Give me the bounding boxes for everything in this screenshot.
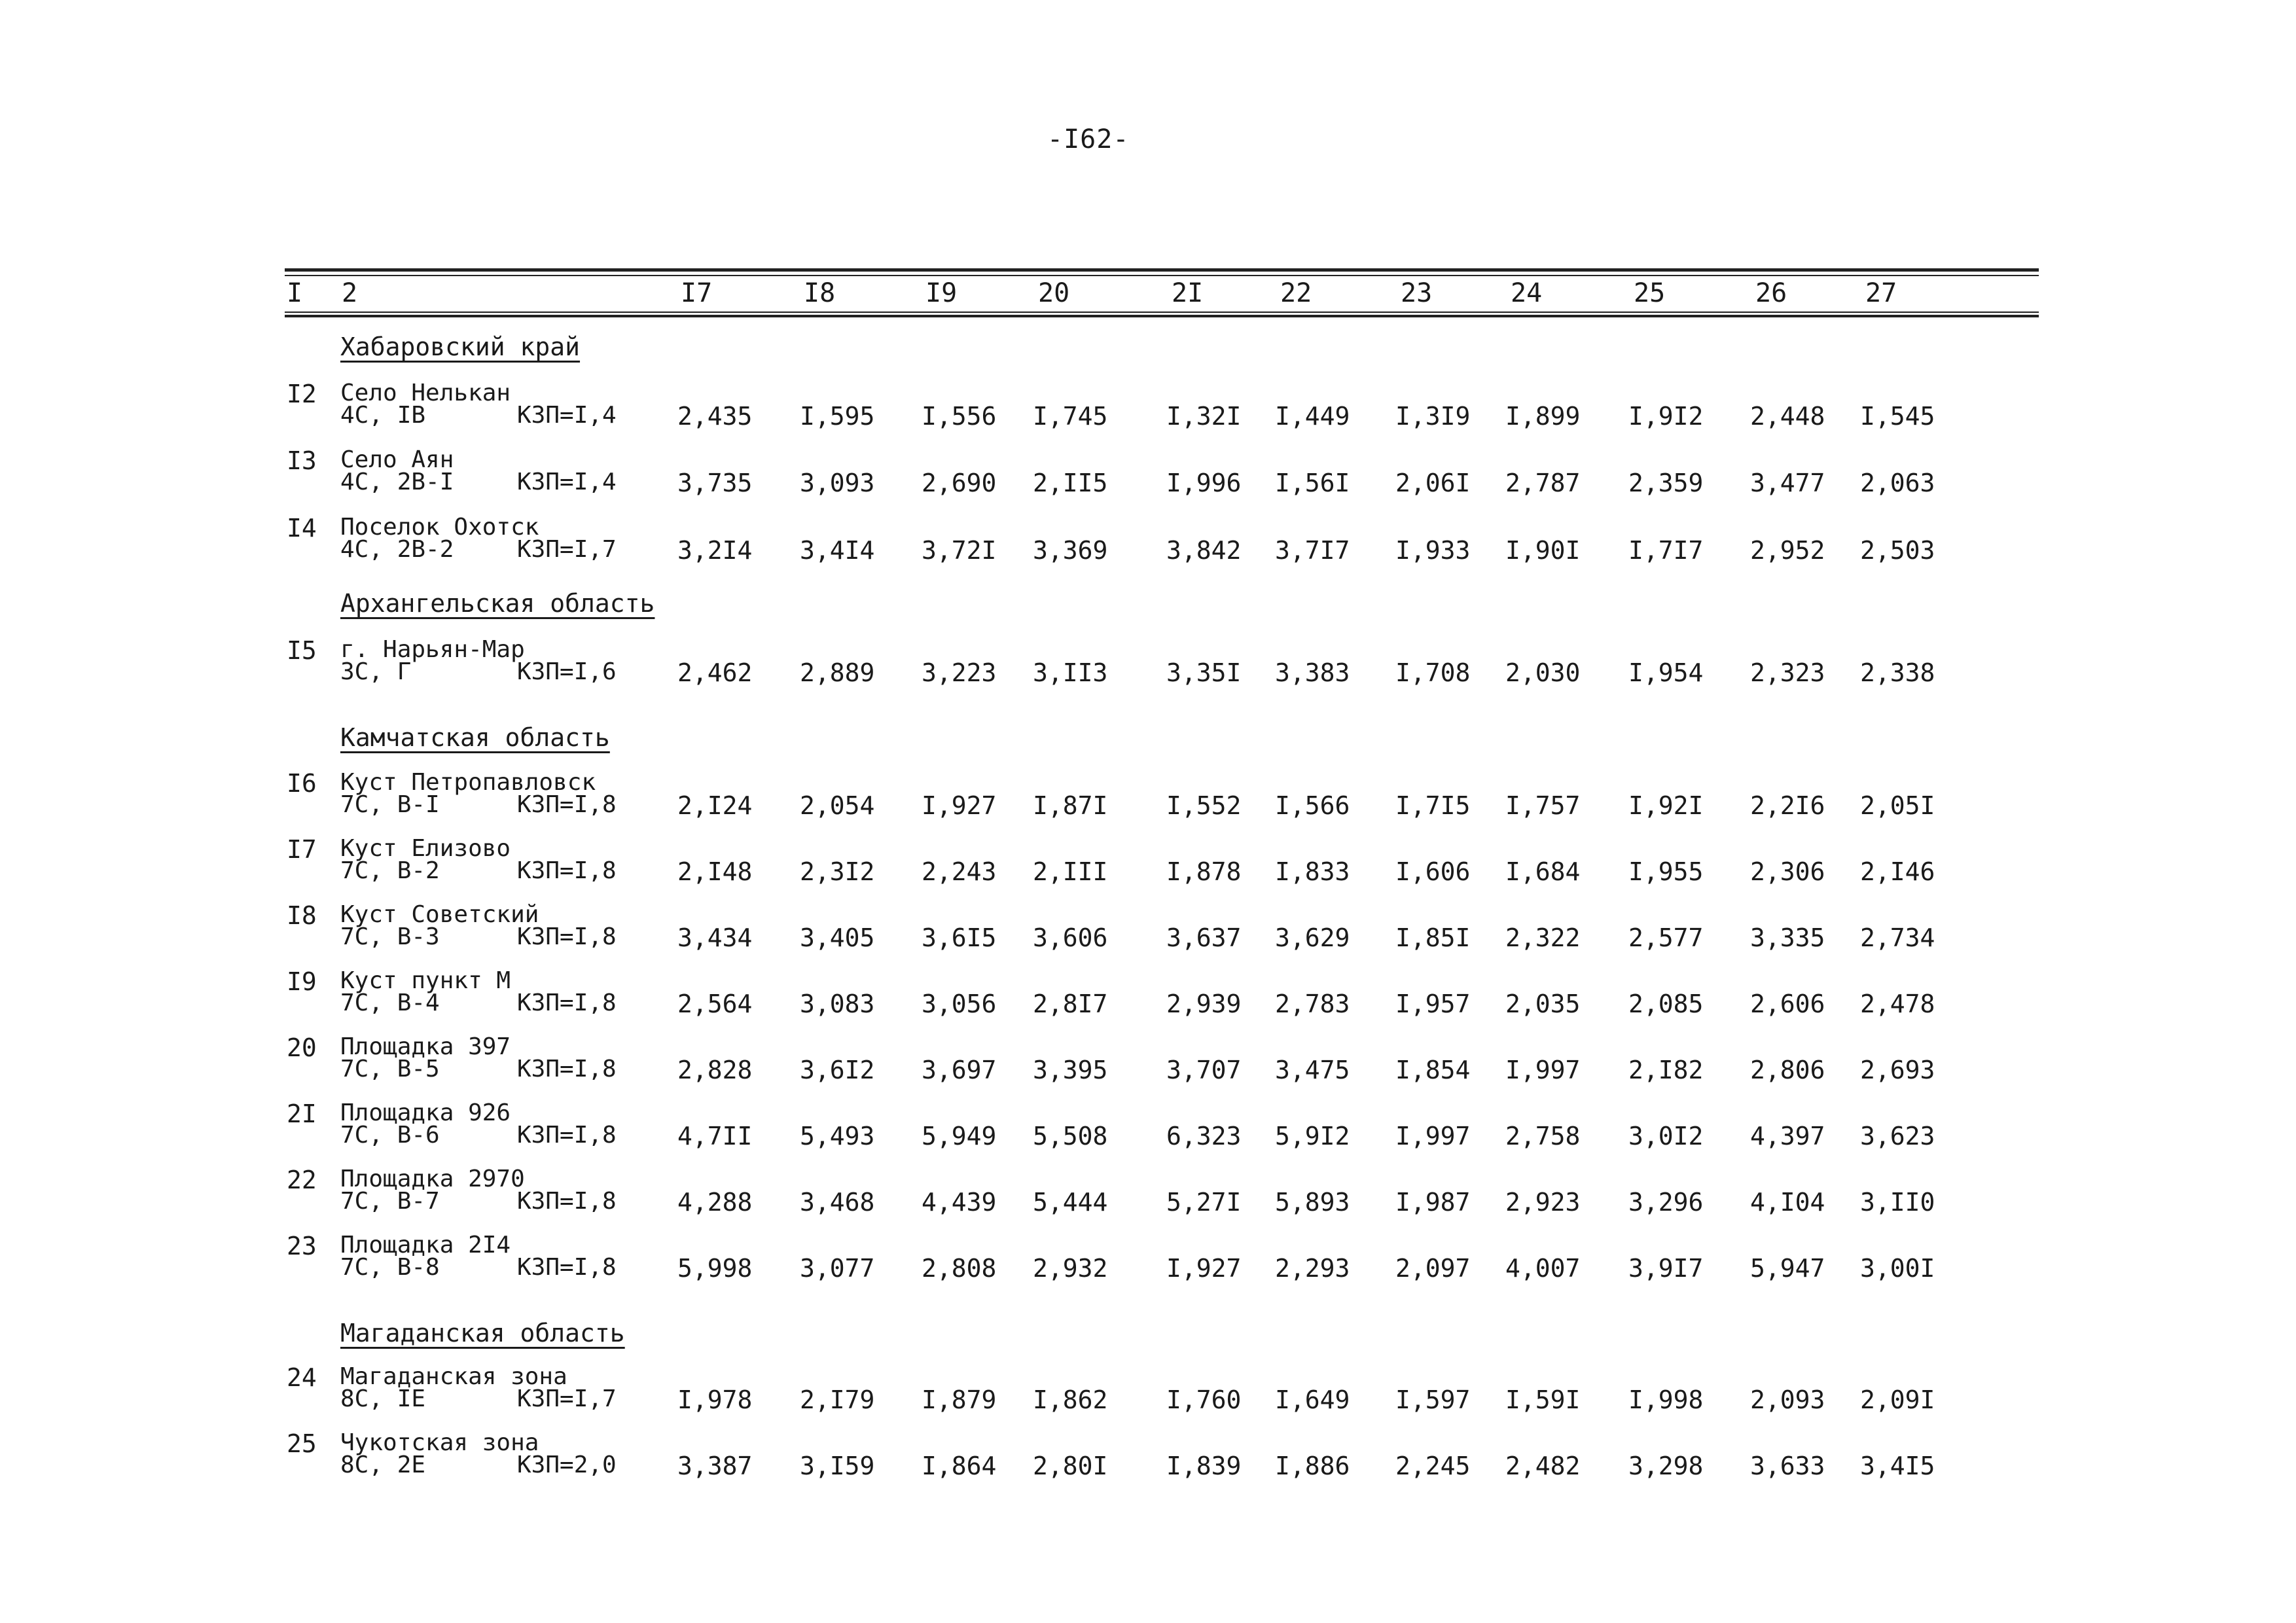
value-cell: 5,444 — [1033, 1188, 1108, 1217]
value-cell: 3,697 — [922, 1056, 997, 1084]
value-cell: I,864 — [922, 1452, 997, 1480]
value-cell: 2,338 — [1860, 658, 1935, 687]
table-row — [0, 380, 2296, 442]
value-cell: 4,397 — [1750, 1122, 1825, 1150]
climate-code: 4С, IВ — [340, 402, 426, 429]
value-cell: 2,063 — [1860, 469, 1935, 497]
table-row — [0, 1363, 2296, 1425]
value-cell: 2,734 — [1860, 923, 1935, 952]
value-cell: 3,I59 — [800, 1452, 875, 1480]
header-col-23: 23 — [1401, 278, 1433, 308]
value-cell: 2,030 — [1505, 658, 1581, 687]
value-cell: 3,335 — [1750, 923, 1825, 952]
value-cell: 3,72I — [922, 536, 997, 565]
table-row — [0, 1033, 2296, 1096]
header-col-26: 26 — [1755, 278, 1787, 308]
place-name: Куст Елизово — [340, 835, 511, 862]
value-cell: I,449 — [1275, 402, 1350, 431]
place-name: Куст Петропавловск — [340, 769, 596, 796]
place-name: Куст пункт М — [340, 967, 511, 994]
value-cell: 2,80I — [1033, 1452, 1108, 1480]
region-heading: Хабаровский край — [340, 332, 581, 361]
value-cell: 2,09I — [1860, 1385, 1935, 1414]
value-cell: 3,606 — [1033, 923, 1108, 952]
header-col-22: 22 — [1280, 278, 1312, 308]
value-cell: I,32I — [1166, 402, 1242, 431]
row-number: I5 — [287, 636, 317, 665]
climate-code: 8С, 2Е — [340, 1452, 426, 1478]
climate-code: 3С, Г — [340, 658, 412, 685]
value-cell: 2,939 — [1166, 990, 1242, 1018]
value-cell: 3,296 — [1628, 1188, 1704, 1217]
value-cell: 4,7II — [677, 1122, 753, 1150]
value-cell: 6,323 — [1166, 1122, 1242, 1150]
value-cell: 3,383 — [1275, 658, 1350, 687]
value-cell: I,927 — [922, 791, 997, 820]
value-cell: 2,I79 — [800, 1385, 875, 1414]
value-cell: I,987 — [1395, 1188, 1471, 1217]
value-cell: 3,6I5 — [922, 923, 997, 952]
value-cell: 3,633 — [1750, 1452, 1825, 1480]
row-number: I6 — [287, 769, 317, 798]
value-cell: 3,4I5 — [1860, 1452, 1935, 1480]
row-number: 22 — [287, 1166, 317, 1194]
value-cell: 3,629 — [1275, 923, 1350, 952]
value-cell: 2,952 — [1750, 536, 1825, 565]
value-cell: 3,9I7 — [1628, 1254, 1704, 1283]
row-number: I8 — [287, 901, 317, 930]
kzp-coefficient: КЗП=I,8 — [517, 990, 617, 1016]
value-cell: 2,II5 — [1033, 469, 1108, 497]
value-cell: I,839 — [1166, 1452, 1242, 1480]
kzp-coefficient: КЗП=I,4 — [517, 469, 617, 495]
climate-code: 8С, IЕ — [340, 1385, 426, 1412]
place-name: Площадка 2I4 — [340, 1232, 511, 1258]
value-cell: 2,606 — [1750, 990, 1825, 1018]
value-cell: 2,787 — [1505, 469, 1581, 497]
value-cell: 2,I48 — [677, 857, 753, 886]
value-cell: 2,828 — [677, 1056, 753, 1084]
region-heading: Магаданская область — [340, 1319, 625, 1347]
value-cell: I,998 — [1628, 1385, 1704, 1414]
value-cell: I,996 — [1166, 469, 1242, 497]
value-cell: 2,564 — [677, 990, 753, 1018]
kzp-coefficient: КЗП=I,7 — [517, 536, 617, 563]
value-cell: I,649 — [1275, 1385, 1350, 1414]
value-cell: I,878 — [1166, 857, 1242, 886]
kzp-coefficient: КЗП=I,8 — [517, 923, 617, 950]
kzp-coefficient: КЗП=I,6 — [517, 658, 617, 685]
place-name: Площадка 2970 — [340, 1166, 525, 1192]
value-cell: 4,439 — [922, 1188, 997, 1217]
climate-code: 7С, В-I — [340, 791, 440, 818]
value-cell: I,9I2 — [1628, 402, 1704, 431]
value-cell: 2,462 — [677, 658, 753, 687]
value-cell: 2,I82 — [1628, 1056, 1704, 1084]
value-cell: 3,842 — [1166, 536, 1242, 565]
value-cell: 2,889 — [800, 658, 875, 687]
value-cell: I,556 — [922, 402, 997, 431]
value-cell: 3,056 — [922, 990, 997, 1018]
value-cell: 2,2I6 — [1750, 791, 1825, 820]
place-name: Площадка 926 — [340, 1099, 511, 1126]
region-heading: Архангельская область — [340, 589, 655, 618]
header-col-21: 2I — [1172, 278, 1204, 308]
value-cell: 2,503 — [1860, 536, 1935, 565]
table-row — [0, 967, 2296, 1029]
value-cell: 3,0I2 — [1628, 1122, 1704, 1150]
table-row — [0, 1099, 2296, 1162]
value-cell: 2,243 — [922, 857, 997, 886]
climate-code: 4С, 2В-I — [340, 469, 454, 495]
value-cell: 2,306 — [1750, 857, 1825, 886]
value-cell: I,854 — [1395, 1056, 1471, 1084]
page-number: -I62- — [1047, 124, 1130, 154]
value-cell: 2,06I — [1395, 469, 1471, 497]
value-cell: 2,8I7 — [1033, 990, 1108, 1018]
header-bottom-rule-thin — [285, 312, 2039, 313]
value-cell: I,899 — [1505, 402, 1581, 431]
value-cell: I,87I — [1033, 791, 1108, 820]
place-name: Магаданская зона — [340, 1363, 567, 1390]
value-cell: 2,690 — [922, 469, 997, 497]
value-cell: I,56I — [1275, 469, 1350, 497]
row-number: 2I — [287, 1099, 317, 1128]
value-cell: I,597 — [1395, 1385, 1471, 1414]
kzp-coefficient: КЗП=I,8 — [517, 1188, 617, 1215]
place-name: Площадка 397 — [340, 1033, 511, 1060]
header-col-17: I7 — [681, 278, 713, 308]
value-cell: 3,395 — [1033, 1056, 1108, 1084]
place-name: г. Нарьян-Мар — [340, 636, 525, 663]
value-cell: I,708 — [1395, 658, 1471, 687]
value-cell: 2,093 — [1750, 1385, 1825, 1414]
value-cell: I,3I9 — [1395, 402, 1471, 431]
value-cell: 3,7I7 — [1275, 536, 1350, 565]
value-cell: 3,387 — [677, 1452, 753, 1480]
value-cell: 3,298 — [1628, 1452, 1704, 1480]
value-cell: 3,475 — [1275, 1056, 1350, 1084]
value-cell: 3,II0 — [1860, 1188, 1935, 1217]
value-cell: 2,435 — [677, 402, 753, 431]
kzp-coefficient: КЗП=I,8 — [517, 1254, 617, 1281]
row-number: 20 — [287, 1033, 317, 1062]
value-cell: 3,083 — [800, 990, 875, 1018]
value-cell: 3,2I4 — [677, 536, 753, 565]
value-cell: 3,468 — [800, 1188, 875, 1217]
value-cell: I,954 — [1628, 658, 1704, 687]
row-number: I9 — [287, 967, 317, 996]
value-cell: 2,085 — [1628, 990, 1704, 1018]
value-cell: I,59I — [1505, 1385, 1581, 1414]
climate-code: 7С, В-8 — [340, 1254, 440, 1281]
value-cell: I,862 — [1033, 1385, 1108, 1414]
value-cell: 3,477 — [1750, 469, 1825, 497]
value-cell: I,879 — [922, 1385, 997, 1414]
value-cell: 3,077 — [800, 1254, 875, 1283]
value-cell: I,566 — [1275, 791, 1350, 820]
value-cell: I,757 — [1505, 791, 1581, 820]
place-name: Село Нелькан — [340, 380, 511, 406]
value-cell: 3,35I — [1166, 658, 1242, 687]
table-top-rule — [285, 268, 2039, 272]
value-cell: 5,493 — [800, 1122, 875, 1150]
header-col-24: 24 — [1511, 278, 1543, 308]
value-cell: 2,054 — [800, 791, 875, 820]
row-number: I2 — [287, 380, 317, 408]
value-cell: 2,III — [1033, 857, 1108, 886]
header-col-1: I — [287, 278, 303, 308]
value-cell: I,978 — [677, 1385, 753, 1414]
value-cell: I,545 — [1860, 402, 1935, 431]
value-cell: 2,05I — [1860, 791, 1935, 820]
row-number: I7 — [287, 835, 317, 864]
value-cell: I,927 — [1166, 1254, 1242, 1283]
value-cell: I,997 — [1505, 1056, 1581, 1084]
value-cell: I,933 — [1395, 536, 1471, 565]
kzp-coefficient: КЗП=I,8 — [517, 857, 617, 884]
value-cell: 3,434 — [677, 923, 753, 952]
header-col-20: 20 — [1038, 278, 1070, 308]
row-number: I3 — [287, 446, 317, 475]
table-row — [0, 446, 2296, 508]
value-cell: I,886 — [1275, 1452, 1350, 1480]
table-row — [0, 769, 2296, 831]
value-cell: I,595 — [800, 402, 875, 431]
value-cell: 2,323 — [1750, 658, 1825, 687]
climate-code: 7С, В-2 — [340, 857, 440, 884]
value-cell: 2,293 — [1275, 1254, 1350, 1283]
value-cell: 2,3I2 — [800, 857, 875, 886]
header-col-19: I9 — [925, 278, 958, 308]
value-cell: 4,288 — [677, 1188, 753, 1217]
value-cell: I,760 — [1166, 1385, 1242, 1414]
value-cell: 3,735 — [677, 469, 753, 497]
value-cell: 2,783 — [1275, 990, 1350, 1018]
value-cell: 2,482 — [1505, 1452, 1581, 1480]
value-cell: I,997 — [1395, 1122, 1471, 1150]
climate-code: 7С, В-7 — [340, 1188, 440, 1215]
value-cell: 2,758 — [1505, 1122, 1581, 1150]
value-cell: 2,322 — [1505, 923, 1581, 952]
table-row — [0, 636, 2296, 698]
row-number: I4 — [287, 514, 317, 543]
kzp-coefficient: КЗП=I,4 — [517, 402, 617, 429]
kzp-coefficient: КЗП=I,8 — [517, 1056, 617, 1082]
value-cell: 2,932 — [1033, 1254, 1108, 1283]
row-number: 25 — [287, 1429, 317, 1458]
climate-code: 7С, В-3 — [340, 923, 440, 950]
value-cell: 3,405 — [800, 923, 875, 952]
place-name: Поселок Охотск — [340, 514, 539, 541]
value-cell: 2,I24 — [677, 791, 753, 820]
header-col-2: 2 — [342, 278, 358, 308]
value-cell: 3,223 — [922, 658, 997, 687]
table-row — [0, 514, 2296, 576]
header-col-25: 25 — [1634, 278, 1666, 308]
kzp-coefficient: КЗП=I,8 — [517, 1122, 617, 1149]
place-name: Чукотская зона — [340, 1429, 539, 1456]
value-cell: 5,893 — [1275, 1188, 1350, 1217]
kzp-coefficient: КЗП=2,0 — [517, 1452, 617, 1478]
climate-code: 7С, В-6 — [340, 1122, 440, 1149]
table-row — [0, 1232, 2296, 1294]
place-name: Куст Советский — [340, 901, 539, 928]
table-row — [0, 1166, 2296, 1228]
value-cell: I,7I7 — [1628, 536, 1704, 565]
value-cell: 2,245 — [1395, 1452, 1471, 1480]
value-cell: I,955 — [1628, 857, 1704, 886]
value-cell: 5,9I2 — [1275, 1122, 1350, 1150]
table-row — [0, 1429, 2296, 1491]
kzp-coefficient: КЗП=I,7 — [517, 1385, 617, 1412]
value-cell: 3,00I — [1860, 1254, 1935, 1283]
header-bottom-rule — [285, 315, 2039, 317]
value-cell: 3,707 — [1166, 1056, 1242, 1084]
value-cell: I,90I — [1505, 536, 1581, 565]
kzp-coefficient: КЗП=I,8 — [517, 791, 617, 818]
value-cell: 4,007 — [1505, 1254, 1581, 1283]
value-cell: 3,6I2 — [800, 1056, 875, 1084]
value-cell: I,684 — [1505, 857, 1581, 886]
value-cell: 2,035 — [1505, 990, 1581, 1018]
value-cell: 2,693 — [1860, 1056, 1935, 1084]
value-cell: 5,998 — [677, 1254, 753, 1283]
header-col-27: 27 — [1865, 278, 1897, 308]
table-row — [0, 901, 2296, 963]
value-cell: 2,806 — [1750, 1056, 1825, 1084]
value-cell: I,606 — [1395, 857, 1471, 886]
value-cell: 5,508 — [1033, 1122, 1108, 1150]
value-cell: I,85I — [1395, 923, 1471, 952]
value-cell: 4,I04 — [1750, 1188, 1825, 1217]
value-cell: I,552 — [1166, 791, 1242, 820]
value-cell: I,92I — [1628, 791, 1704, 820]
value-cell: I,957 — [1395, 990, 1471, 1018]
climate-code: 7С, В-4 — [340, 990, 440, 1016]
value-cell: 3,II3 — [1033, 658, 1108, 687]
value-cell: 2,923 — [1505, 1188, 1581, 1217]
value-cell: 5,947 — [1750, 1254, 1825, 1283]
value-cell: 5,27I — [1166, 1188, 1242, 1217]
value-cell: 3,4I4 — [800, 536, 875, 565]
value-cell: 3,369 — [1033, 536, 1108, 565]
value-cell: 3,637 — [1166, 923, 1242, 952]
value-cell: 3,093 — [800, 469, 875, 497]
value-cell: 2,359 — [1628, 469, 1704, 497]
value-cell: I,745 — [1033, 402, 1108, 431]
value-cell: 2,808 — [922, 1254, 997, 1283]
row-number: 24 — [287, 1363, 317, 1392]
value-cell: 3,623 — [1860, 1122, 1935, 1150]
climate-code: 7С, В-5 — [340, 1056, 440, 1082]
value-cell: 2,478 — [1860, 990, 1935, 1018]
value-cell: 2,577 — [1628, 923, 1704, 952]
table-row — [0, 835, 2296, 897]
value-cell: I,7I5 — [1395, 791, 1471, 820]
value-cell: 5,949 — [922, 1122, 997, 1150]
place-name: Село Аян — [340, 446, 454, 473]
header-col-18: I8 — [804, 278, 836, 308]
row-number: 23 — [287, 1232, 317, 1260]
table-top-rule-thin — [285, 275, 2039, 276]
region-heading: Камчатская область — [340, 723, 610, 752]
value-cell: 2,I46 — [1860, 857, 1935, 886]
value-cell: 2,097 — [1395, 1254, 1471, 1283]
value-cell: I,833 — [1275, 857, 1350, 886]
value-cell: 2,448 — [1750, 402, 1825, 431]
climate-code: 4С, 2В-2 — [340, 536, 454, 563]
